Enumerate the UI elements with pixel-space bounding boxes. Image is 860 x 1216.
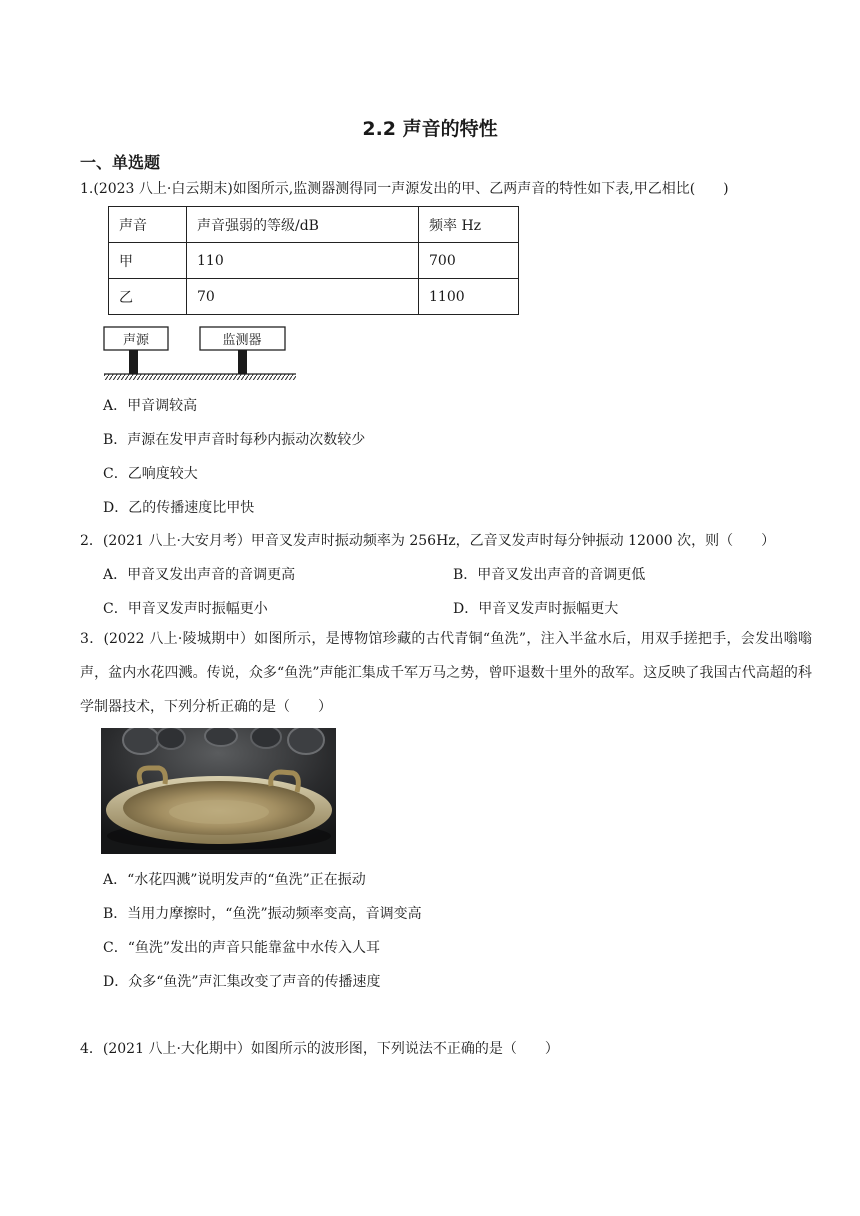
q1-option-a[interactable]: A．甲音调较高	[103, 398, 198, 414]
q3-option-c[interactable]: C．“鱼洗”发出的声音只能靠盆中水传入人耳	[103, 940, 381, 956]
table-header-row	[109, 207, 519, 243]
table-header-cell: 声音强弱的等级/dB	[187, 207, 419, 243]
ground-hatch	[104, 374, 296, 380]
monitor-device	[200, 327, 285, 374]
q3-option-a[interactable]: A．“水花四溅”说明发声的“鱼洗”正在振动	[103, 872, 366, 888]
q3-option-d[interactable]: D．众多“鱼洗”声汇集改变了声音的传播速度	[103, 974, 381, 990]
q1-option-b[interactable]: B．声源在发甲声音时每秒内振动次数较少	[103, 432, 366, 448]
sound-properties-table	[108, 206, 519, 315]
question-3-stem: 3．(2022 八上·陵城期中）如图所示，是博物馆珍藏的古代青铜“鱼洗”，注入半盆水后，用双手搓把手，会发出嗡嗡声，盆内水花四溅。传说，众多“鱼洗”声能汇集成千军万马之势，曾吓退数十里外的敌军。这反映了我国古代高超的科学制器技术，下列分析正确的是（ ）	[80, 631, 812, 715]
table-cell: 110	[187, 243, 419, 279]
q2-option-a[interactable]: A．甲音叉发出声音的音调更高	[103, 567, 296, 583]
q3-option-b[interactable]: B．当用力摩擦时，“鱼洗”振动频率变高，音调变高	[103, 906, 422, 922]
source-label: 声源	[122, 333, 150, 348]
source-monitor-diagram	[100, 322, 300, 384]
q2-option-b[interactable]: B．甲音叉发出声音的音调更低	[453, 567, 646, 583]
table-row	[109, 279, 519, 315]
page-title: 2.2 声音的特性	[362, 118, 498, 140]
question-4-stem: 4．(2021 八上·大化期中）如图所示的波形图，下列说法不正确的是（ ）	[80, 1041, 559, 1057]
table-cell: 70	[187, 279, 419, 315]
question-1-stem: 1.(2023 八上·白云期末)如图所示,监测器测得同一声源发出的甲、乙两声音的特性如下表,甲乙相比( )	[80, 181, 729, 197]
q1-option-c[interactable]: C．乙响度较大	[103, 466, 198, 482]
question-2-stem: 2．(2021 八上·大安月考）甲音叉发声时振动频率为 256Hz，乙音叉发声时每分钟振动 12000 次，则（ ）	[80, 533, 776, 549]
table-header-cell: 频率 Hz	[419, 207, 519, 243]
table-row	[109, 243, 519, 279]
table-cell: 1100	[419, 279, 519, 315]
q1-option-d[interactable]: D．乙的传播速度比甲快	[103, 500, 255, 516]
q2-option-c[interactable]: C．甲音叉发声时振幅更小	[103, 601, 268, 617]
sound-source-device	[104, 327, 168, 374]
monitor-label: 监测器	[222, 333, 262, 348]
table-cell: 甲	[109, 243, 187, 279]
section-heading: 一、单选题	[80, 153, 161, 172]
q2-option-d[interactable]: D．甲音叉发声时振幅更大	[453, 601, 619, 617]
table-header-cell: 声音	[109, 207, 187, 243]
table-cell: 700	[419, 243, 519, 279]
table-cell: 乙	[109, 279, 187, 315]
bronze-basin-photo	[101, 728, 336, 854]
